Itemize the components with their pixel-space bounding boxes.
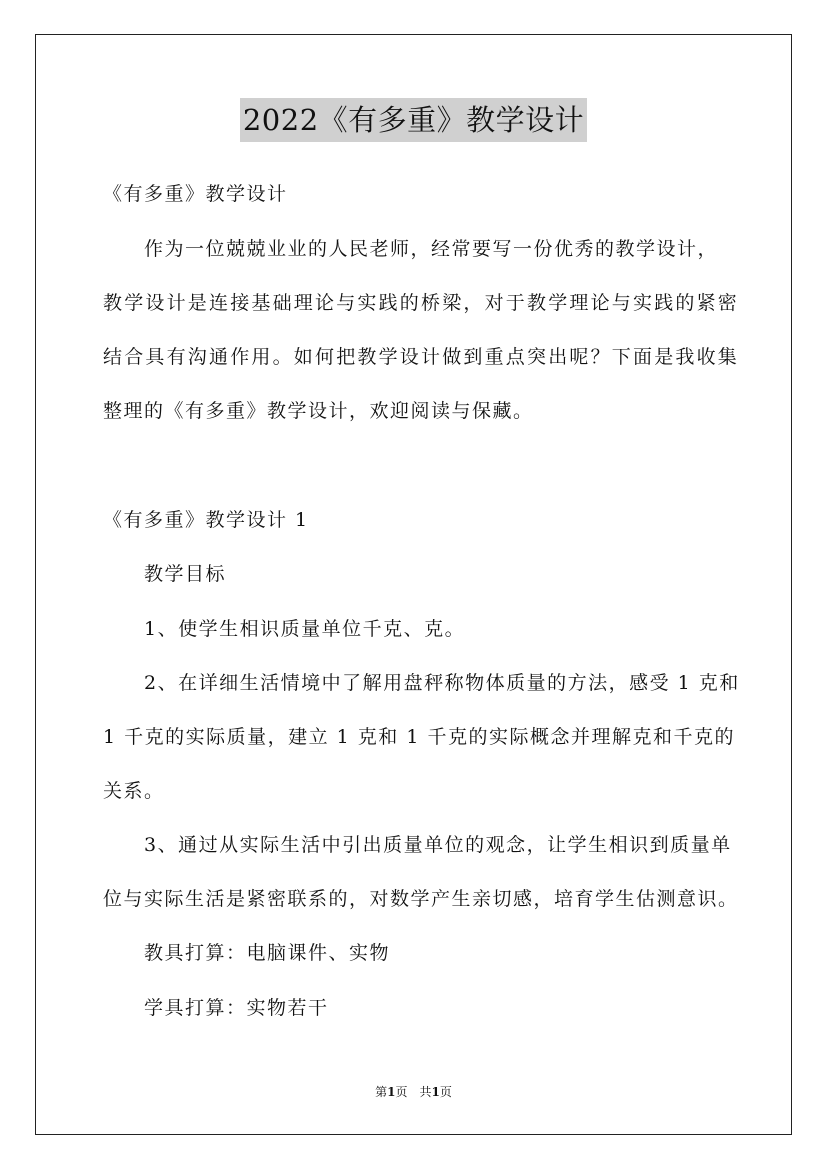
learning-tools: 学具打算：实物若干 xyxy=(144,997,329,1019)
intro-line: 整理的《有多重》教学设计，欢迎阅读与保藏。 xyxy=(103,400,534,422)
footer-page-number: 1 xyxy=(387,1085,396,1099)
goal-item-2-line: 1 千克的实际质量，建立 1 克和 1 千克的实际概念并理解克和千克的 xyxy=(103,726,735,748)
teaching-tools: 教具打算：电脑课件、实物 xyxy=(144,942,391,964)
document-title: 2022《有多重》教学设计 xyxy=(240,98,587,142)
footer-suffix: 页 xyxy=(439,1085,452,1099)
intro-line: 结合具有沟通作用。如何把教学设计做到重点突出呢？下面是我收集 xyxy=(103,346,740,368)
goal-item-3-line: 3、通过从实际生活中引出质量单位的观念，让学生相识到质量单 xyxy=(144,834,732,856)
footer-total-pages: 1 xyxy=(431,1085,440,1099)
goal-item-2-line: 2、在详细生活情境中了解用盘秤称物体质量的方法，感受 1 克和 xyxy=(144,672,740,694)
goal-label: 教学目标 xyxy=(144,563,227,585)
goal-item-1: 1、使学生相识质量单位千克、克。 xyxy=(144,618,466,640)
goal-item-2-line: 关系。 xyxy=(103,780,165,802)
title-container xyxy=(0,98,827,142)
footer-prefix: 第 xyxy=(375,1085,388,1099)
footer-mid: 页 共 xyxy=(395,1085,432,1099)
section-heading: 《有多重》教学设计 1 xyxy=(103,509,309,531)
intro-heading: 《有多重》教学设计 xyxy=(103,183,288,205)
intro-line: 教学设计是连接基础理论与实践的桥梁，对于教学理论与实践的紧密 xyxy=(103,292,740,314)
goal-item-3-line: 位与实际生活是紧密联系的，对数学产生亲切感，培育学生估测意识。 xyxy=(103,888,739,910)
page-footer xyxy=(0,1083,827,1101)
intro-line: 作为一位兢兢业业的人民老师，经常要写一份优秀的教学设计， xyxy=(144,238,719,260)
